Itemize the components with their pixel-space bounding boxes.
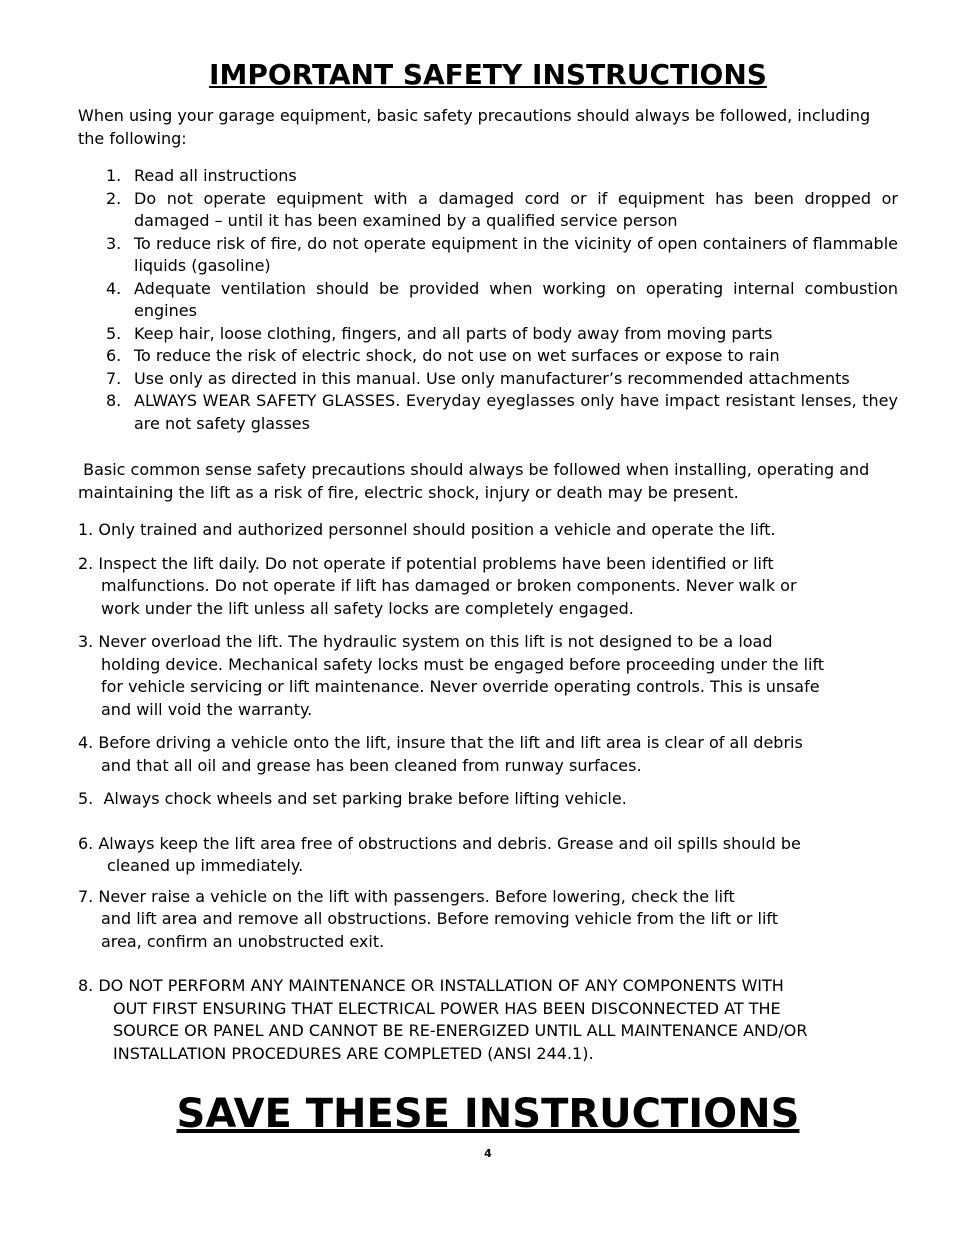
- rule-line: work under the lift unless all safety locks are completely engaged.: [101, 598, 634, 618]
- rule-line: 2. Inspect the lift daily. Do not operate if potential problems have been identified or lift: [78, 553, 774, 573]
- rule-line: 6. Always keep the lift area free of obstructions and debris. Grease and oil spills should be: [78, 833, 801, 853]
- rule-line: 3. Never overload the lift. The hydraulic system on this lift is not designed to be a load: [78, 632, 773, 651]
- page-number: 4: [484, 1147, 492, 1160]
- page-title: IMPORTANT SAFETY INSTRUCTIONS: [209, 58, 767, 91]
- rule-line: INSTALLATION PROCEDURES ARE COMPLETED (ANSI 244.1).: [113, 1043, 594, 1063]
- rule-8: [78, 975, 898, 1065]
- rule-line: for vehicle servicing or lift maintenance. Never override operating controls. This is unsafe: [101, 677, 820, 696]
- list-item: 1. Read all instructions: [106, 166, 297, 185]
- rule-6: [78, 833, 898, 878]
- rule-line: SOURCE OR PANEL AND CANNOT BE RE-ENERGIZED UNTIL ALL MAINTENANCE AND/OR: [113, 1021, 808, 1040]
- rule-4: [78, 732, 898, 777]
- rule-line: 1. Only trained and authorized personnel should position a vehicle and operate the lift.: [78, 520, 776, 539]
- rule-line: holding device. Mechanical safety locks must be engaged before proceeding under the lift: [101, 654, 825, 674]
- rule-line: and will void the warranty.: [101, 699, 313, 719]
- rule-line: malfunctions. Do not operate if lift has damaged or broken components. Never walk or: [101, 576, 797, 595]
- save-instructions-heading: SAVE THESE INSTRUCTIONS: [176, 1091, 800, 1137]
- rule-line: OUT FIRST ENSURING THAT ELECTRICAL POWER HAS BEEN DISCONNECTED AT THE: [113, 998, 781, 1018]
- rule-7: [78, 886, 898, 954]
- list-item: 5. Keep hair, loose clothing, fingers, and all parts of body away from moving parts: [106, 323, 773, 343]
- list-item: 2. Do not operate equipment with a damaged cord or if equipment has been dropped or damaged – until it has been examined by a qualified service person: [106, 188, 898, 230]
- list-item: 4. Adequate ventilation should be provided when working on operating internal combustion engines: [106, 278, 898, 320]
- list-item: 8. ALWAYS WEAR SAFETY GLASSES. Everyday eyeglasses only have impact resistant lenses, they are not safety glasses: [106, 391, 898, 433]
- basic-line: Basic common sense safety precautions should always be followed when installing, operating and: [78, 460, 870, 479]
- rule-3: [78, 631, 898, 721]
- rule-line: 7. Never raise a vehicle on the lift with passengers. Before lowering, check the lift: [78, 886, 735, 906]
- list-item: 7. Use only as directed in this manual. Use only manufacturer’s recommended attachments: [106, 368, 850, 388]
- list-item: 3. To reduce risk of fire, do not operate equipment in the vicinity of open containers of flammable liquids (gasoline): [106, 233, 898, 275]
- document-page: [78, 0, 898, 1160]
- intro-paragraph: When using your garage equipment, basic safety precautions should always be followed, including the following:: [78, 106, 871, 148]
- rule-line: cleaned up immediately.: [107, 856, 304, 875]
- rule-line: 5. Always chock wheels and set parking brake before lifting vehicle.: [78, 789, 627, 808]
- rule-line: 8. DO NOT PERFORM ANY MAINTENANCE OR INSTALLATION OF ANY COMPONENTS WITH: [78, 976, 784, 995]
- rule-1: [78, 519, 898, 542]
- general-safety-list: [78, 165, 898, 435]
- rule-5: [78, 788, 898, 811]
- basic-precautions-paragraph: [78, 459, 898, 504]
- rule-2: [78, 553, 898, 621]
- basic-line: maintaining the lift as a risk of fire, electric shock, injury or death may be present.: [78, 482, 739, 502]
- rule-line: 4. Before driving a vehicle onto the lift, insure that the lift and lift area is clear of all debris: [78, 733, 803, 752]
- rule-line: area, confirm an unobstructed exit.: [101, 931, 385, 951]
- list-item: 6. To reduce the risk of electric shock, do not use on wet surfaces or expose to rain: [106, 346, 780, 365]
- rule-line: and lift area and remove all obstructions. Before removing vehicle from the lift or lift: [101, 909, 779, 928]
- rule-line: and that all oil and grease has been cleaned from runway surfaces.: [101, 755, 642, 775]
